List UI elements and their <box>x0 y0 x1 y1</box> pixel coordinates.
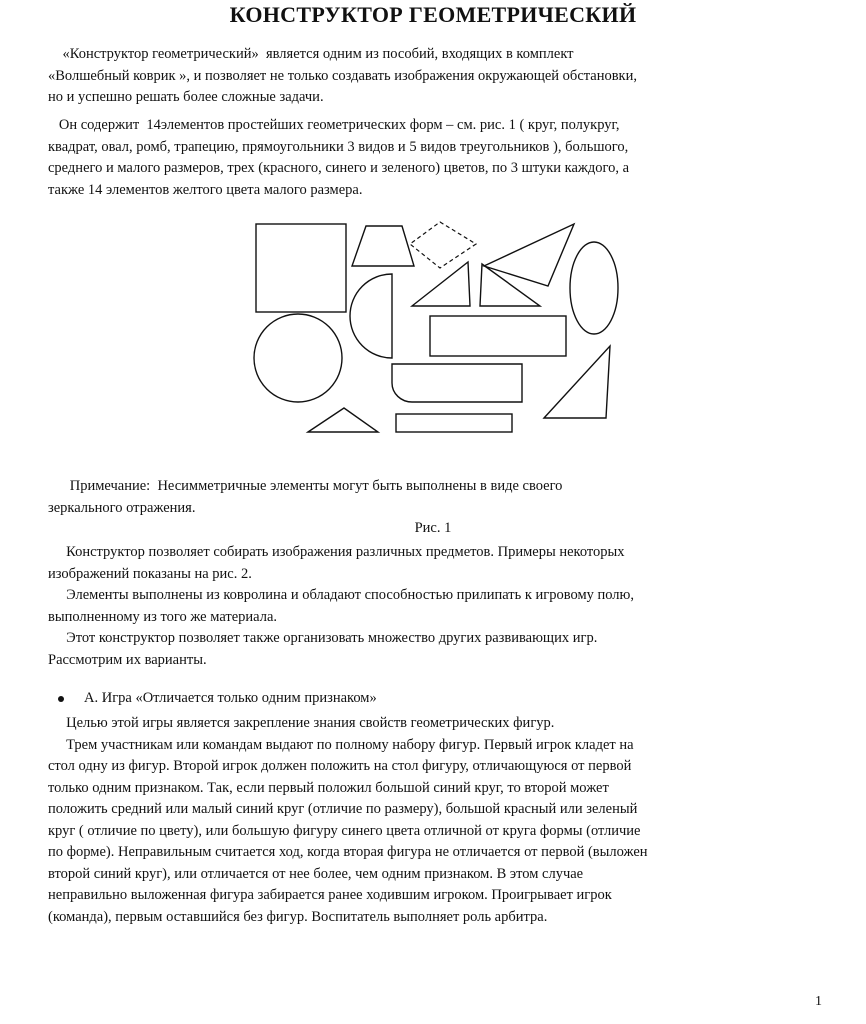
triangle-middle-shape <box>412 262 470 306</box>
bullet-icon <box>58 696 64 702</box>
circle-shape <box>254 314 342 402</box>
contents-paragraph <box>48 115 818 201</box>
figure-1-shapes <box>244 218 624 438</box>
triangle-right-shape <box>480 264 540 306</box>
section-line: круг ( отличие по цвету), или большую фигуру синего цвета отличной от круга формы (отличие <box>48 822 641 839</box>
body-line: выполненному из того же материала. <box>48 608 278 625</box>
section-line: второй синий круг), или отличается от нее более, чем одним признаком. В этом случае <box>48 865 584 882</box>
section-line: стол одну из фигур. Второй игрок должен положить на стол фигуру, отличающуюся от первой <box>48 758 632 774</box>
section-line: по форме). Неправильным считается ход, когда вторая фигура не отличается от первой (выложен <box>48 844 648 860</box>
body-paragraph <box>48 542 818 671</box>
section-line: положить средний или малый синий круг (отличие по размеру), большой красный или зеленый <box>48 801 638 817</box>
contents-line: также 14 элементов желтого цвета малого размера. <box>48 181 363 198</box>
section-body <box>48 713 818 928</box>
intro-line: «Конструктор геометрический» является одним из пособий, входящих в комплект <box>48 46 574 62</box>
trapezoid-shape <box>352 226 414 266</box>
rhombus-shape <box>410 222 476 268</box>
geometric-shapes-illustration <box>244 218 624 438</box>
section-line: Целью этой игры является закрепление знания свойств геометрических фигур. <box>48 715 555 731</box>
body-line: Рассмотрим их варианты. <box>48 651 207 668</box>
section-line: (команда), первым оставшийся без фигур. Воспитатель выполняет роль арбитра. <box>48 908 548 925</box>
rectangle-thin-shape <box>396 414 512 432</box>
contents-line: квадрат, овал, ромб, трапецию, прямоугольники 3 видов и 5 видов треугольников ), большого, <box>48 138 629 155</box>
page-title: КОНСТРУКТОР ГЕОМЕТРИЧЕСКИЙ <box>229 2 637 27</box>
section-heading-text: А. Игра «Отличается только одним признаком» <box>84 690 377 706</box>
intro-paragraph <box>48 44 818 109</box>
section-heading <box>58 690 377 707</box>
body-line: изображений показаны на рис. 2. <box>48 565 252 582</box>
triangle-top-right-shape <box>484 224 574 286</box>
note-line: Примечание: Несимметричные элементы могут быть выполнены в виде своего <box>48 478 563 494</box>
section-line: Трем участникам или командам выдают по полному набору фигур. Первый игрок кладет на <box>48 736 634 753</box>
intro-line: но и успешно решать более сложные задачи. <box>48 89 324 105</box>
section-line: только одним признаком. Так, если первый положил большой синий круг, то второй может <box>48 779 609 796</box>
body-line: Этот конструктор позволяет также организовать множество других развивающих игр. <box>48 630 598 646</box>
rectangle-large-shape <box>430 316 566 356</box>
square-shape <box>256 224 346 312</box>
contents-line: среднего и малого размеров, трех (красного, синего и зеленого) цветов, по 3 штуки каждого, а <box>48 160 630 176</box>
page-number: 1 <box>815 994 822 1009</box>
rounded-rectangle-shape <box>392 364 522 402</box>
intro-line: «Волшебный коврик », и позволяет не только создавать изображения окружающей обстановки, <box>48 67 637 84</box>
triangle-right-angle-shape <box>544 346 610 418</box>
note-line: зеркального отражения. <box>48 499 196 516</box>
triangle-small-shape <box>308 408 378 432</box>
oval-shape <box>570 242 618 334</box>
contents-line: Он содержит 14элементов простейших геометрических форм – см. рис. 1 ( круг, полукруг, <box>48 117 620 133</box>
section-line: неправильно выложенная фигура забирается ранее ходившим игроком. Проигрывает игрок <box>48 887 612 903</box>
body-line: Элементы выполнены из ковролина и обладают способностью прилипать к игровому полю, <box>48 587 635 603</box>
semicircle-shape <box>350 274 392 358</box>
body-line: Конструктор позволяет собирать изображения различных предметов. Примеры некоторых <box>48 544 625 560</box>
figure-caption: Рис. 1 <box>414 520 452 536</box>
note-paragraph <box>48 476 818 519</box>
